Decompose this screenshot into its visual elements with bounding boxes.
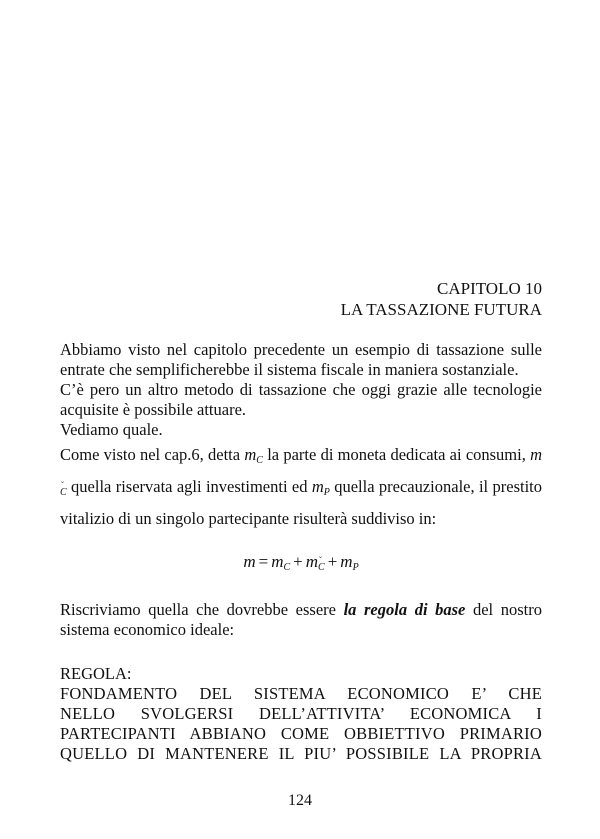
- symbol-m-c: $m_C$: [244, 445, 263, 466]
- paragraph-vediamo: Vediamo quale.: [60, 420, 163, 439]
- page-content: [60, 0, 542, 839]
- symbol-m-chat: $m_C$ ˘: [60, 445, 542, 496]
- chapter-body: [60, 340, 542, 764]
- regola-block: [60, 664, 542, 764]
- paragraph-method: C’è pero un altro metodo di tassazione che oggi grazie alle tecnologie acquisite è possibile attuare.: [60, 380, 542, 419]
- chapter-title: LA TASSAZIONE FUTURA: [340, 300, 542, 319]
- page-number: 124: [288, 792, 312, 809]
- regola-di-base-emphasis: la regola di base: [343, 600, 466, 619]
- regola-line-2: NELLO SVOLGERSI DELL’ATTIVITA’ ECONOMICA I: [60, 704, 542, 723]
- paragraph-regola-intro: Riscriviamo quella che dovrebbe essere la regola di base del nostro sistema economico ideale:: [60, 600, 542, 639]
- chapter-number: CAPITOLO 10: [437, 279, 542, 298]
- chapter-heading: [341, 278, 542, 320]
- paragraph-definitions: Come visto nel cap.6, detta $m_C$ la parte di moneta dedicata ai consumi, $m_C$ ˘ quella riservata agli investimenti ed $m_P$ quella precauzionale, il prestito vitalizio di un singolo partecipante risulterà suddiviso in:: [60, 442, 542, 532]
- regola-line-1: FONDAMENTO DEL SISTEMA ECONOMICO E’ CHE: [60, 684, 542, 703]
- regola-line-4: QUELLO DI MANTENERE IL PIU’ POSSIBILE LA PROPRIA: [60, 744, 542, 763]
- paragraph-intro: Abbiamo visto nel capitolo precedente un esempio di tassazione sulle entrate che semplificherebbe il sistema fiscale in maniera sostanziale.: [60, 340, 542, 379]
- equation: $m = m_C + m_C$ ˘ + $m_P$: [60, 552, 542, 578]
- regola-line-3: PARTECIPANTI ABBIANO COME OBBIETTIVO PRIMARIO: [60, 724, 542, 743]
- symbol-m-p: $m_P$: [311, 477, 330, 498]
- regola-label: REGOLA:: [60, 664, 132, 683]
